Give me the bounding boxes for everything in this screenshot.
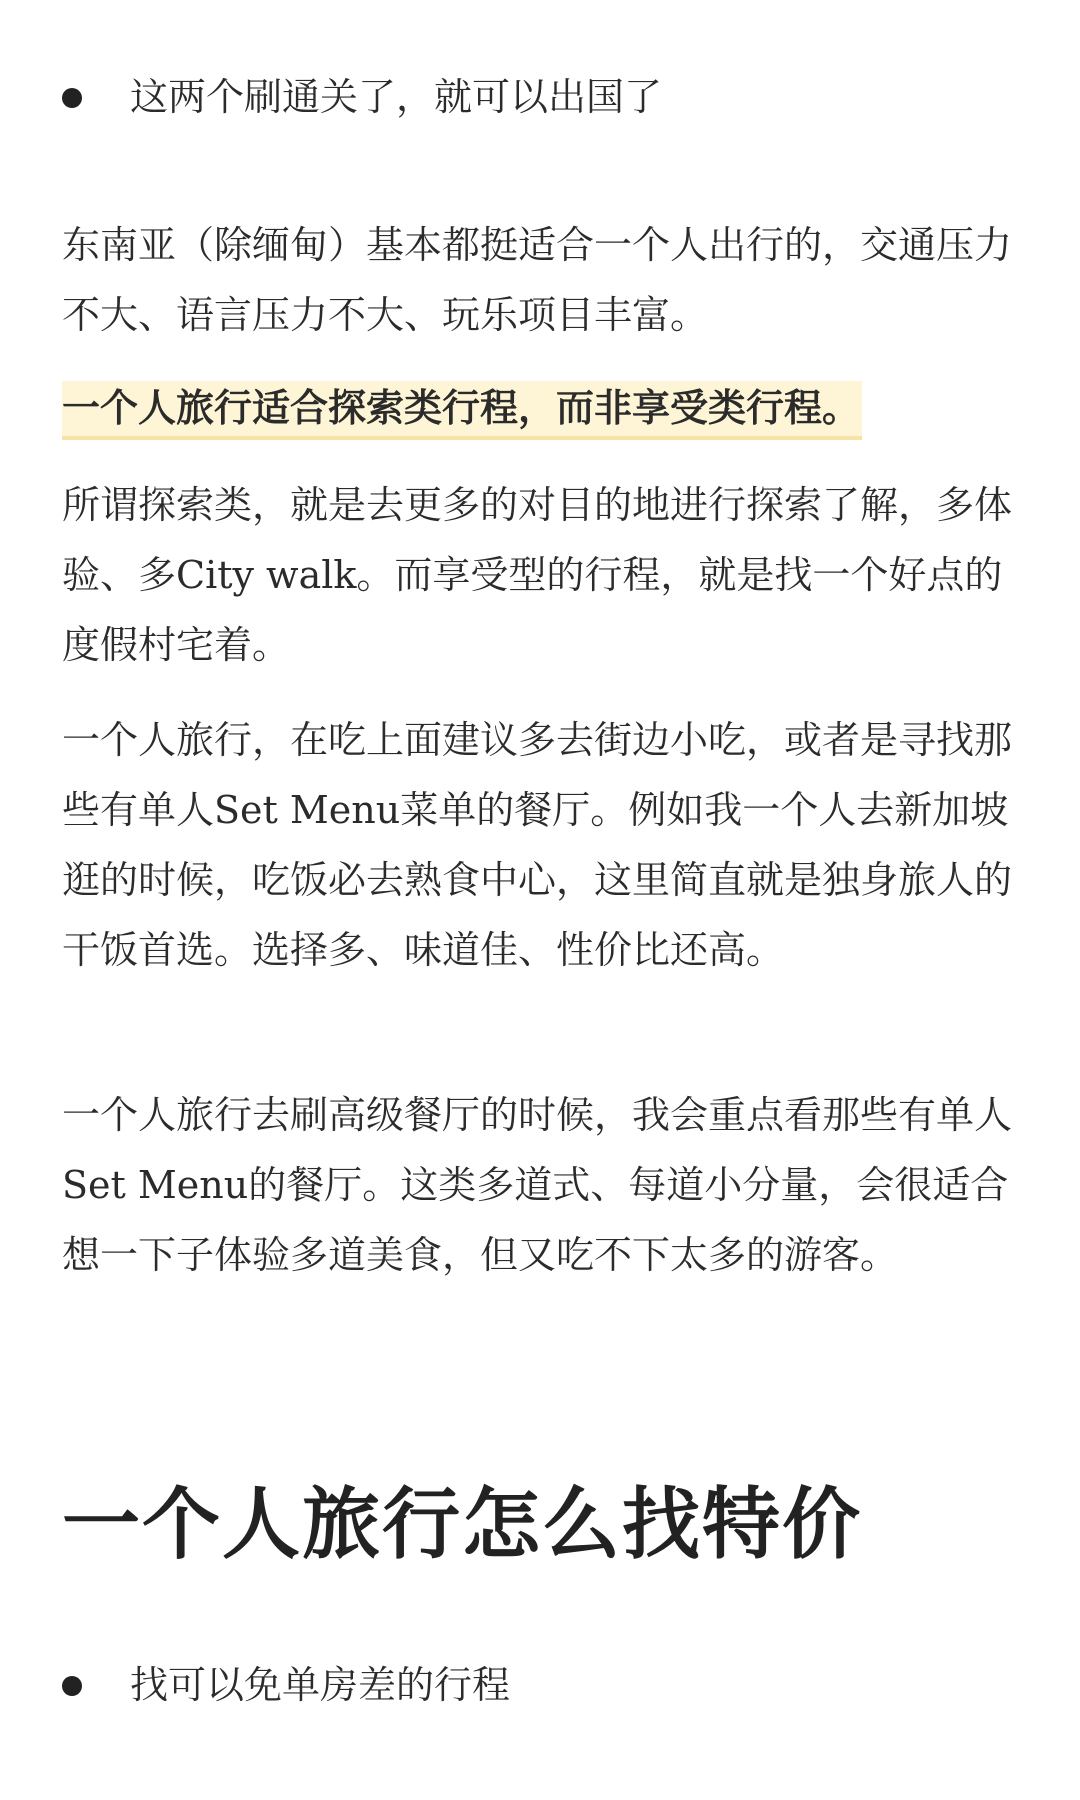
bullet-dot-icon [62,88,82,108]
highlighted-quote [62,380,1030,436]
paragraph-explore: 所谓探索类，就是去更多的对目的地进行探索了解，多体验、多City walk。而享受型的行程，就是找一个好点的度假村宅着。 [62,483,1013,667]
paragraph-food: 一个人旅行，在吃上面建议多去街边小吃，或者是寻找那些有单人Set Menu菜单的餐厅。例如我一个人去新加坡逛的时候，吃饭必去熟食中心，这里简直就是独身旅人的干饭首选。选择多、味道佳、性价比还高。 [62,718,1013,972]
list-item-text: 这两个刷通关了，就可以出国了 [130,75,663,119]
paragraph-southeast-asia: 东南亚（除缅甸）基本都挺适合一个人出行的，交通压力不大、语言压力不大、玩乐项目丰富。 [62,223,1013,337]
list-item [62,1650,1080,1720]
highlight-text: 一个人旅行适合探索类行程，而非享受类行程。 [62,381,862,440]
bullet-dot-icon [62,1676,82,1696]
paragraph-fine-dining: 一个人旅行去刷高级餐厅的时候，我会重点看那些有单人Set Menu的餐厅。这类多道式、每道小分量，会很适合想一下子体验多道美食，但又吃不下太多的游客。 [62,1093,1013,1277]
list-item-text: 找可以免单房差的行程 [130,1663,511,1707]
list-item [62,62,1080,132]
section-heading: 一个人旅行怎么找特价 [62,1479,863,1570]
